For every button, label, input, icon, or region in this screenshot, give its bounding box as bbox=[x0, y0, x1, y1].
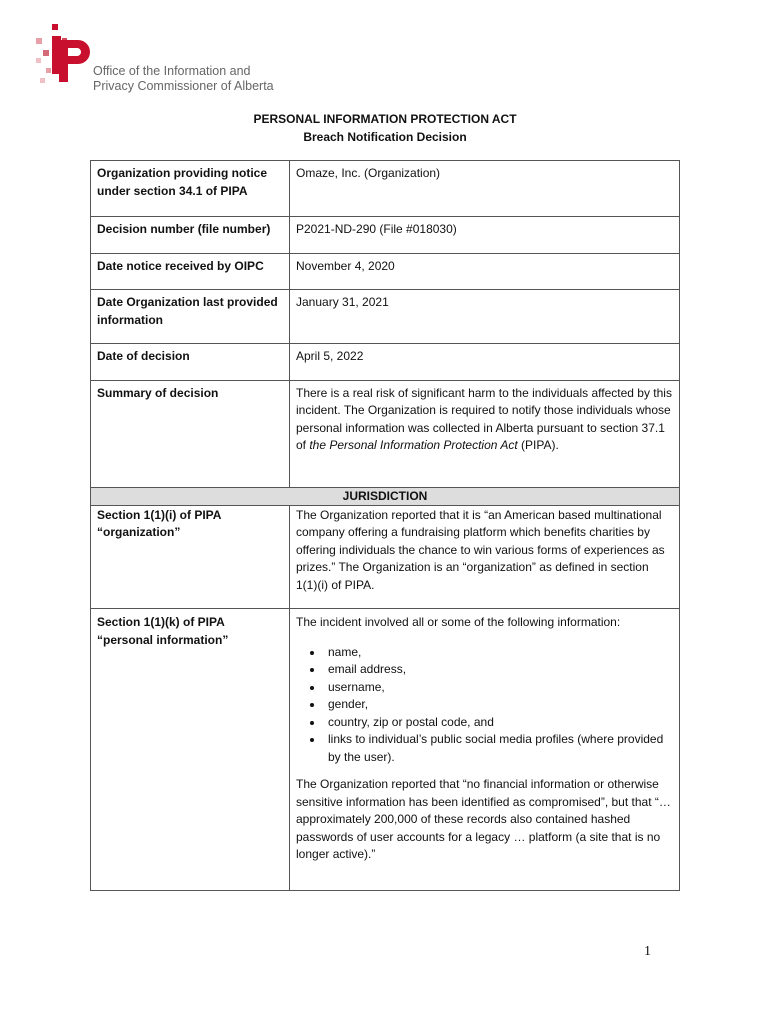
table-row bbox=[91, 505, 680, 609]
personal-info-intro: The incident involved all or some of the following information: bbox=[296, 615, 621, 629]
table-row bbox=[91, 217, 680, 254]
oipc-name bbox=[93, 64, 274, 94]
document-subtitle: Breach Notification Decision bbox=[303, 130, 467, 144]
row-value: November 4, 2020 bbox=[290, 253, 680, 290]
summary-text-after: (PIPA). bbox=[517, 438, 559, 452]
organization-text: The Organization reported that it is “an American based multinational company offering a fundraising platform which benefits charities by offering individuals the chance to win various forms of experiences as prizes.” The Organization is an “organization” as defined in section 1(1)(i) of PIPA. bbox=[290, 505, 680, 609]
summary-text bbox=[290, 380, 680, 487]
row-label: Date of decision bbox=[91, 344, 290, 381]
row-value: January 31, 2021 bbox=[290, 290, 680, 344]
list-item: • username, bbox=[324, 679, 673, 697]
row-value: April 5, 2022 bbox=[290, 344, 680, 381]
document-title: PERSONAL INFORMATION PROTECTION ACT bbox=[253, 112, 517, 126]
row-label: Date notice received by OIPC bbox=[91, 253, 290, 290]
summary-label: Summary of decision bbox=[91, 380, 290, 487]
personal-info-list bbox=[296, 644, 673, 767]
list-item: • email address, bbox=[324, 661, 673, 679]
table-row bbox=[91, 161, 680, 217]
summary-text-before: There is a real risk of significant harm to the individuals affected by this incident. The Organization is required to notify those individuals whose personal information was collected in Alberta pursuant to section 37.1 of bbox=[296, 385, 672, 452]
list-item: • country, zip or postal code, and bbox=[324, 714, 673, 732]
oipc-logo-mark bbox=[32, 20, 92, 100]
table-row bbox=[91, 290, 680, 344]
list-item: • gender, bbox=[324, 696, 673, 714]
row-label: Date Organization last provided information bbox=[91, 290, 290, 344]
jurisdiction-heading: JURISDICTION bbox=[91, 487, 680, 505]
row-label: Decision number (file number) bbox=[91, 217, 290, 254]
table-row bbox=[91, 609, 680, 891]
row-value: Omaze, Inc. (Organization) bbox=[290, 161, 680, 217]
list-item: • links to individual’s public social media profiles (where provided by the user). bbox=[324, 731, 673, 766]
list-item: • name, bbox=[324, 644, 673, 662]
row-value: P2021-ND-290 (File #018030) bbox=[290, 217, 680, 254]
table-row bbox=[91, 380, 680, 487]
jurisdiction-header-row bbox=[91, 487, 680, 505]
summary-act-name: the Personal Information Protection Act bbox=[309, 438, 518, 452]
table-row bbox=[91, 253, 680, 290]
personal-info-note: The Organization reported that “no financial information or otherwise sensitive information has been identified as compromised”, but that “…approximately 200,000 of these records also contained hashed passwords of user accounts for a legacy … platform (a site that is no longer active).” bbox=[296, 777, 671, 861]
personal-info-label: Section 1(1)(k) of PIPA “personal information” bbox=[91, 609, 290, 891]
page-number: 1 bbox=[644, 944, 651, 959]
oipc-name-line1: Office of the Information and bbox=[93, 64, 251, 78]
oipc-name-line2: Privacy Commissioner of Alberta bbox=[93, 79, 274, 93]
personal-info-cell bbox=[290, 609, 680, 891]
row-label: Organization providing notice under section 34.1 of PIPA bbox=[91, 161, 290, 217]
table-row bbox=[91, 344, 680, 381]
decision-table bbox=[90, 160, 680, 891]
organization-label: Section 1(1)(i) of PIPA “organization” bbox=[91, 505, 290, 609]
